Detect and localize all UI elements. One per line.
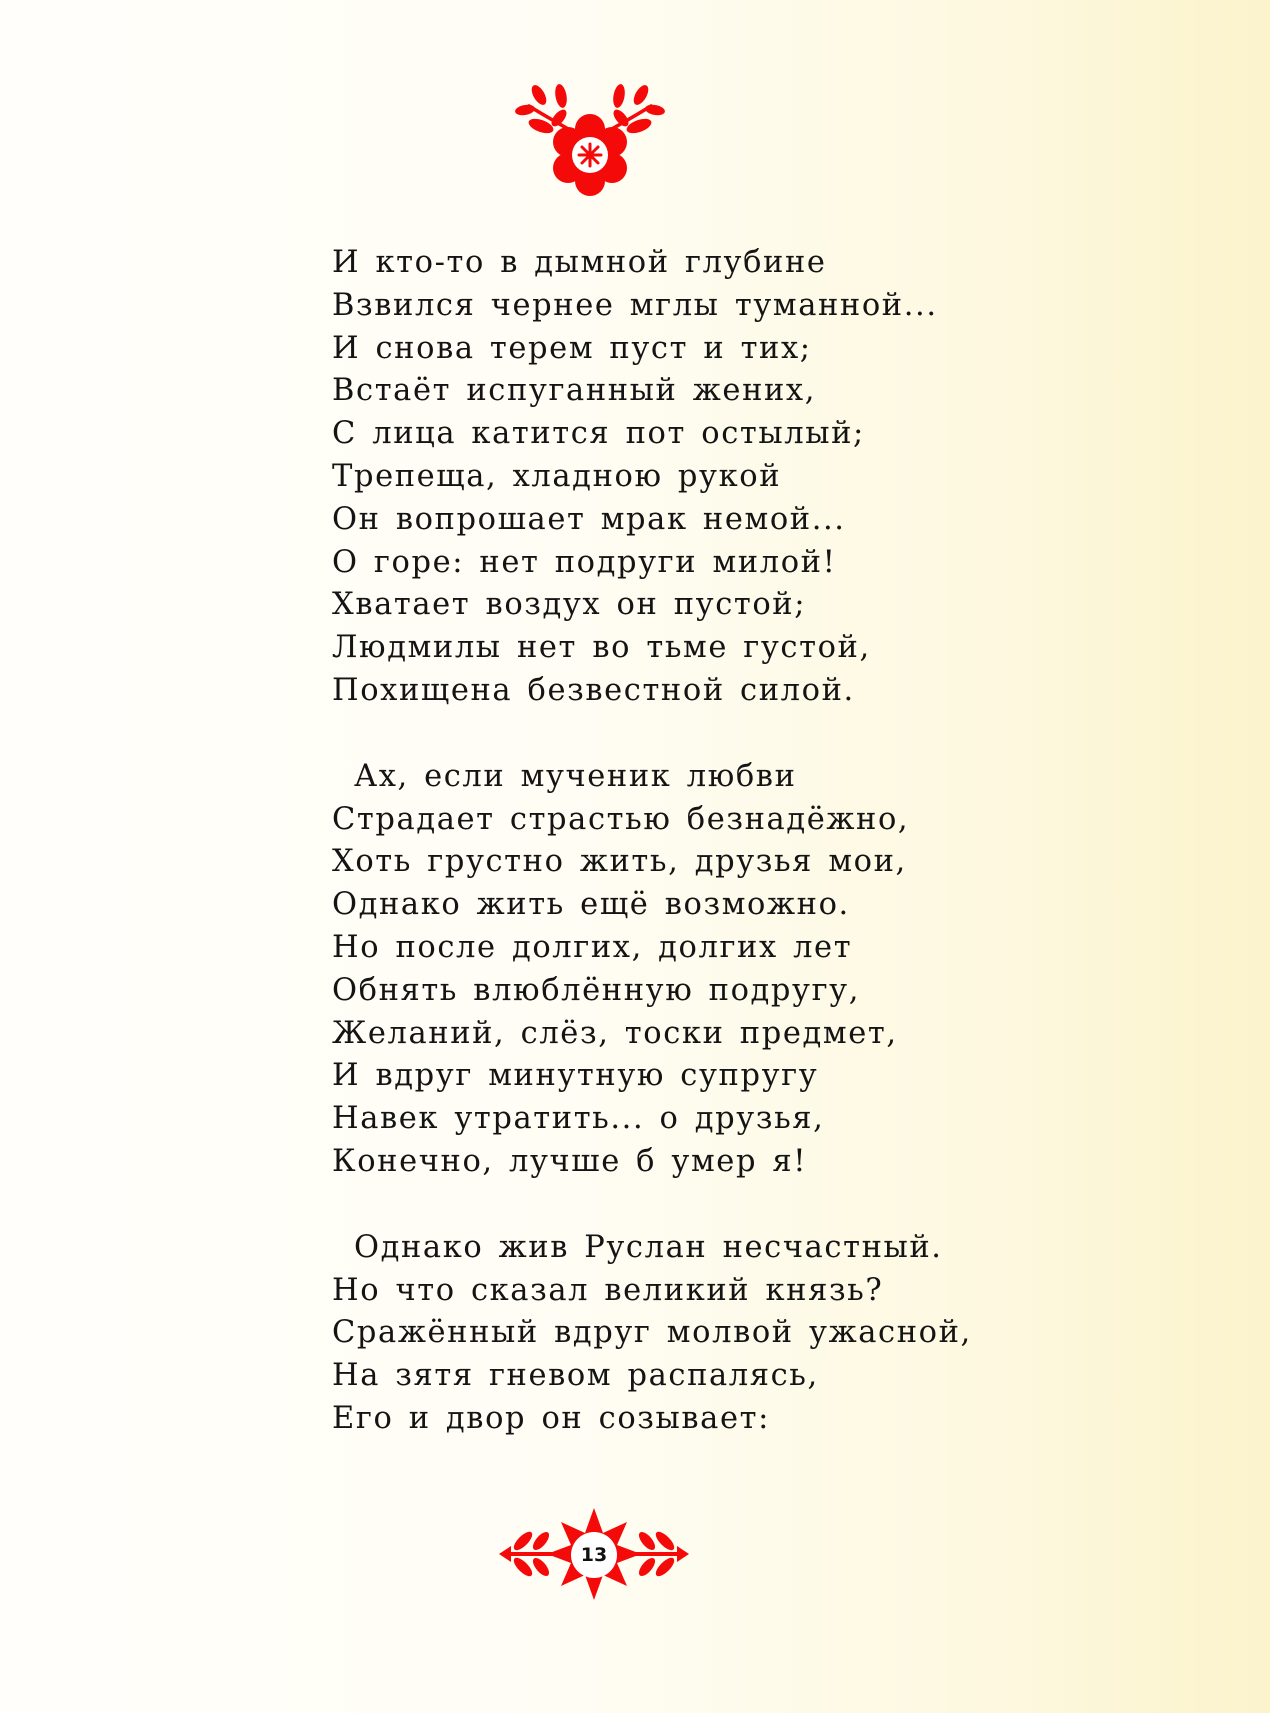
verse-line: Сражённый вдруг молвой ужасной, (332, 1315, 972, 1351)
verse-line: Хоть грустно жить, друзья мои, (332, 844, 907, 880)
verse-line: О горе: нет подруги милой! (332, 544, 837, 580)
verse-line: Однако жив Руслан несчастный. (354, 1229, 943, 1265)
verse-line: Хватает воздух он пустой; (332, 587, 807, 623)
stanza-1 (332, 242, 1052, 713)
verse-line: Его и двор он созывает: (332, 1400, 770, 1436)
verse-line: С лица катится пот остылый; (332, 416, 865, 452)
verse-line: Но после долгих, долгих лет (332, 929, 853, 965)
stanza-3 (332, 1227, 1052, 1441)
verse-line: Ах, если мученик любви (354, 758, 797, 794)
verse-line: На зятя гневом распалясь, (332, 1358, 819, 1394)
verse-line: И вдруг минутную супругу (332, 1058, 819, 1094)
verse-line: Обнять влюблённую подругу, (332, 972, 861, 1008)
page-footer (499, 1508, 689, 1600)
verse-line: И кто-то в дымной глубине (332, 245, 827, 280)
verse-line: Трепеща, хладною рукой (332, 458, 782, 494)
verse-line: Людмилы нет во тьме густой, (332, 630, 871, 666)
verse-line: Встаёт испуганный жених, (332, 373, 817, 409)
page-number: 13 (571, 1532, 617, 1578)
stanza-2 (332, 756, 1052, 1184)
verse-line: Однако жить ещё возможно. (332, 887, 850, 923)
verse-line: И снова терем пуст и тих; (332, 330, 812, 366)
verse-line: Навек утратить... о друзья, (332, 1101, 825, 1137)
verse-line: Но что сказал великий князь? (332, 1272, 884, 1308)
verse-line: Он вопрошает мрак немой... (332, 501, 846, 537)
verse-line: Страдает страстью безнадёжно, (332, 801, 910, 837)
verse-line: Конечно, лучше б умер я! (332, 1143, 808, 1179)
poem-text (332, 242, 1052, 1484)
folk-flower-icon (515, 82, 665, 197)
verse-line: Взвился чернее мглы туманной... (332, 287, 938, 323)
verse-line: Желаний, слёз, тоски предмет, (332, 1015, 898, 1051)
verse-line: Похищена безвестной силой. (332, 672, 855, 708)
